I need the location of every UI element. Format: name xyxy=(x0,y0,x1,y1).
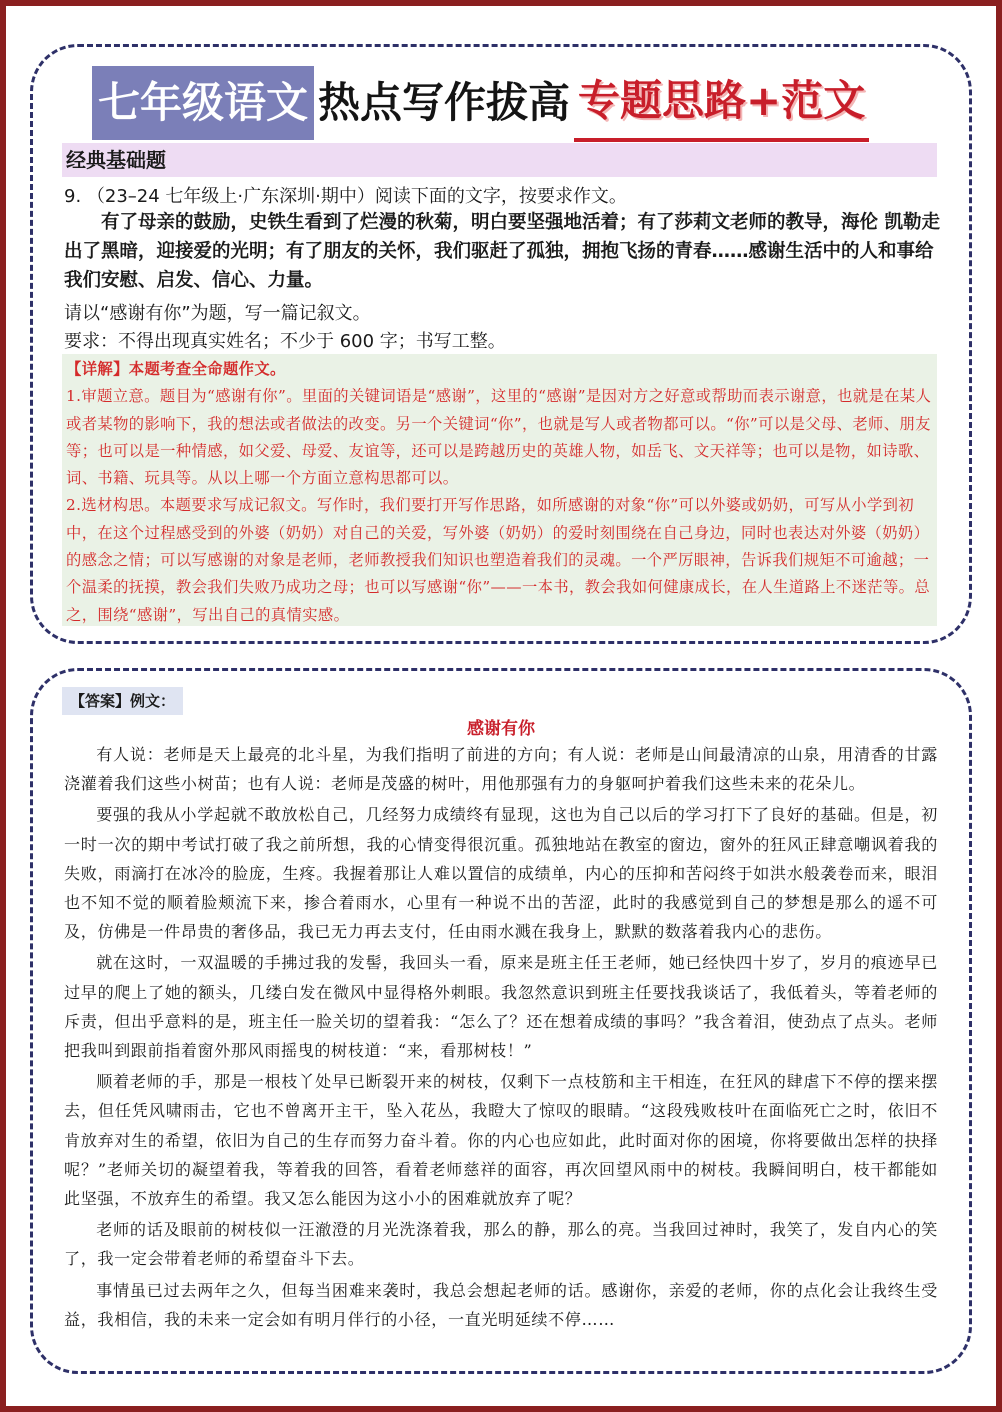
analysis-point-1: 1.审题立意。题目为“感谢有你”。里面的关键词语是“感谢”，这里的“感谢”是因对方之好意或帮助而表示谢意，也就是在某人或者某物的影响下，我的想法或者做法的改变。另一个关键词“你”，也就是写人或者物都可以。“你”可以是父母、老师、朋友等；也可以是一种情感，如父爱、母爱、友谊等，还可以是跨越历史的英雄人物，如岳飞、文天祥等；也可以是物，如诗歌、词、书籍、玩具等。从以上哪一个方面立意构思都可以。 xyxy=(66,387,932,488)
essay-paragraph: 事情虽已过去两年之久，但每当困难来袭时，我总会想起老师的话。感谢你，亲爱的老师，你的点化会让我终生受益，我相信，我的未来一定会如有明月伴行的小径，一直光明延续不停…… xyxy=(64,1280,938,1329)
essay-paragraph: 要强的我从小学起就不敢放松自己，几经努力成绩终有显现，这也为自己以后的学习打下了良好的基础。但是，初一时一次的期中考试打破了我之前所想，我的心情变得很沉重。孤独地站在教室的窗边，窗外的狂风正肆意嘲讽着我的失败，雨滴打在冰冷的脸庞，生疼。我握着那让人难以置信的成绩单，内心的压抑和苦闷终于如洪水般袭卷而来，眼泪也不知不觉的顺着脸颊流下来，掺合着雨水，心里有一种说不出的苦涩，此时的我感觉到自己的梦想是那么的遥不可及，仿佛是一件昂贵的奢侈品，我已无力再去支付，任由雨水溅在我身上，默默的数落着我内心的悲伤。 xyxy=(64,805,938,942)
title-part-highlight: 专题思路+范文 xyxy=(574,64,869,142)
essay-title: 感谢有你 xyxy=(467,719,535,739)
question-material: 有了母亲的鼓励，史铁生看到了烂漫的秋菊，明白要坚强地活着；有了莎莉文老师的教导，海伦 凯勒走出了黑暗，迎接爱的光明；有了朋友的关怀，我们驱赶了孤独，拥抱飞扬的青春……感谢生活中的人和事给我们安慰、启发、信心、力量。 xyxy=(64,212,940,291)
section-heading: 经典基础题 xyxy=(62,143,937,177)
analysis-heading: 【详解】本题考查全命题作文。 xyxy=(66,360,286,378)
analysis-box xyxy=(62,354,937,626)
page-title xyxy=(92,66,869,140)
question-prompt: 请以“感谢有你”为题，写一篇记叙文。 xyxy=(64,303,371,324)
essay-paragraph: 老师的话及眼前的树枝似一汪澈澄的月光洗涤着我，那么的静，那么的亮。当我回过神时，我笑了，发自内心的笑了，我一定会带着老师的希望奋斗下去。 xyxy=(64,1220,938,1269)
title-part-grade: 七年级语文 xyxy=(92,66,314,140)
analysis-point-2: 2.选材构思。本题要求写成记叙文。写作时，我们要打开写作思路，如所感谢的对象“你”可以外婆或奶奶，可写从小学到初中，在这个过程感受到的外婆（奶奶）对自己的关爱，写外婆（奶奶）的爱时刻围绕在自己身边，同时也表达对外婆（奶奶）的感念之情；可以写感谢的对象是老师，老师教授我们知识也塑造着我们的灵魂。一个严厉眼神，告诉我们规矩不可逾越；一个温柔的抚摸，教会我们失败乃成功之母；也可以写感谢“你”——一本书，教会我如何健康成长，在人生道路上不迷茫等。总之，围绕“感谢”，写出自己的真情实感。 xyxy=(66,496,931,624)
essay-paragraph: 有人说：老师是天上最亮的北斗星，为我们指明了前进的方向；有人说：老师是山间最清凉的山泉，用清香的甘露浇灌着我们这些小树苗；也有人说：老师是茂盛的树叶，用他那强有力的身躯呵护着我们这些未来的花朵儿。 xyxy=(64,745,938,794)
title-part-topic: 热点写作拔高 xyxy=(318,78,571,127)
essay-paragraph: 顺着老师的手，那是一根枝丫处早已断裂开来的树枝，仅剩下一点枝筋和主干相连，在狂风的肆虐下不停的摆来摆去，但任凭风啸雨击，它也不曾离开主干，坠入花丛，我瞪大了惊叹的眼睛。“这段残败枝叶在面临死亡之时，依旧不肯放弃对生的希望，依旧为自己的生存而努力奋斗着。你的内心也应如此，此时面对你的困境，你将要做出怎样的抉择呢？”老师关切的凝望着我，等着我的回答，看着老师慈祥的面容，再次回望风雨中的树枝。我瞬间明白，枝干都能如此坚强，不放弃生的希望。我又怎么能因为这小小的困难就放弃了呢？ xyxy=(64,1072,938,1209)
essay-paragraph: 就在这时，一双温暖的手拂过我的发髻，我回头一看，原来是班主任王老师，她已经快四十岁了，岁月的痕迹早已过早的爬上了她的额头，几缕白发在微风中显得格外刺眼。我忽然意识到班主任要找我谈话了，我低着头，等着老师的斥责，但出乎意料的是，班主任一脸关切的望着我：“怎么了？还在想着成绩的事吗？”我含着泪，使劲点了点头。老师把我叫到跟前指着窗外那风雨摇曳的树枝道：“来，看那树枝！” xyxy=(64,953,938,1061)
answer-tag: 【答案】例文： xyxy=(62,687,183,715)
question-requirements: 要求：不得出现真实姓名；不少于 600 字；书写工整。 xyxy=(64,331,506,352)
question-line: 9. （23–24 七年级上·广东深圳·期中）阅读下面的文字，按要求作文。 xyxy=(64,186,627,207)
essay-body xyxy=(64,740,938,1336)
